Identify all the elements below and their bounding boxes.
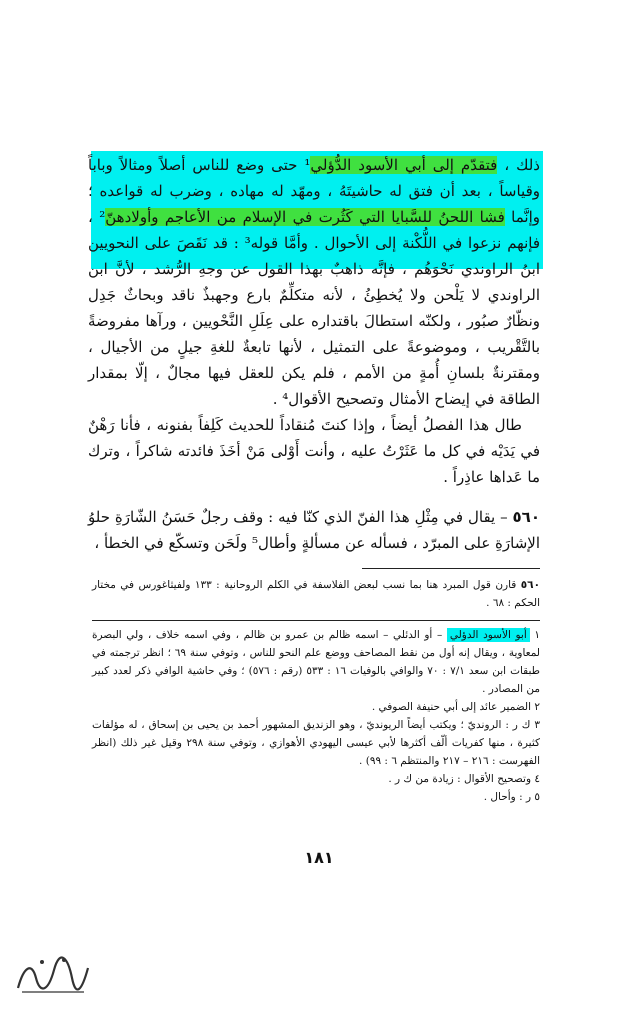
footnote-560-number: ٥٦٠ <box>520 579 540 591</box>
paragraph-2: طال هذا الفصلُ أيضاً ، وإذا كنتَ مُنقاداً للحديث كَلِفاً بفنونه ، فأنا رَهْنٌ في يَدَيْه في كل ما عَثَرْتُ عليه ، وأنت أَوْلى مَنْ أخَذَ فائدته شاكراً ، وترك ما عَداها عاذِراً . <box>88 416 540 486</box>
para-mid-2: ² ، فإنهم نزعوا في اللُّكْنة إلى الأحوال . وأمَّا قوله³ : قد نَقَصَ على النحويين ابنُ الراوندي <box>88 208 541 278</box>
footnote-5-text: ر : وأحال . <box>483 791 532 803</box>
page-number: ١٨١ <box>304 848 334 867</box>
para-rest: نَحْوَهُم ، فإنَّه ذاهبٌ بهذا القول عن وجهِ الرُّشد ، لأنَّ ابن الراوندي لا يَلْحن ولا يُخطِئُ ، لأنه متكلِّمٌ بارع وجهبذٌ ناقد وبحاثٌ جَدِل ونظّارٌ صبُور ، ولكنّه استطالَ باقتداره على عِلَلِ النَّحْويين ، ورآها مفروضةً بالتَّقْريب ، وموضوعةً على التمثيل ، لأنها تابعةٌ للغةِ جيلٍ من الأجيال ، ومقترنةٌ بلسانِ أُمةٍ من الأمم ، فلم يكن للعقل فيها مجالٌ ، إلّا بمقدار الطاقة في إيضاح الأمثال وتصحيح الأقوال⁴ . <box>88 260 540 408</box>
green-highlight-2: فشا اللحنُ للسَّبايا التي كَثُرت في الإسلام من الأعاجم وأولادهنّ <box>105 208 505 226</box>
footnote-5 <box>92 788 540 806</box>
footnote-5-number: ٥ <box>534 791 540 803</box>
footnote-560-text: قارن قول المبرد هنا بما نسب لبعض الفلاسفة في الكلم الروحانية : ١٣٣ ولفيثاغورس في مختار الحكم : ٦٨ . <box>92 579 540 609</box>
footnote-560 <box>92 576 540 612</box>
footnote-4-number: ٤ <box>534 773 540 785</box>
footnotes-list <box>92 626 540 806</box>
footnote-1-highlight: أبو الأسود الدؤلي <box>447 628 530 642</box>
green-highlight-1: فتقدّم إلى أبي الأسود الدُّؤلي <box>310 156 498 174</box>
para-mid-1: ¹ حتى وضع للناس أصلاً ومثالاً وباباً وقياساً ، بعد أن فتق له حاشيتَهُ ، ومهّد له مهاده ، وضرب له قواعده ؛ وإنَّما <box>88 156 540 226</box>
footnote-1-text: – أو الدئلي – اسمه ظالم بن عمرو بن ظالم ، وفي اسمه خلاف ، ولي البصرة لمعاوية ، ويقال إنه أول من نقط المصاحف ووضع علم النحو للناس ، وتوفي سنة ٦٩ ؛ انظر ترجمته في طبقات ابن سعد ٧/١ : ٧٠ والوافي بالوفيات ١٦ : ٥٣٣ (رقم : ٥٧٦) ؛ وفي حاشية الوافي ذكر لعدد كبير من المصادر . <box>92 629 540 695</box>
footnote-3-text: ك ر : الرونديّ ؛ ويكتب أيضاً الريونديّ ، وهو الزنديق المشهور أحمد بن يحيى بن إسحاق ، له مؤلفات كثيرة ، منها كفريات ألّف أكثرها لأبي عيسى اليهودي الأهوازي ، وتوفي سنة ٢٩٨ وقيل غير ذلك (انظر الفهرست : ٢١٦ – ٢١٧ والمنتظم ٦ : ٩٩) . <box>92 719 540 767</box>
footnote-2-number: ٢ <box>534 701 540 713</box>
logo-icon <box>12 948 92 998</box>
footnote-separator-2 <box>92 620 540 621</box>
para-intro: ذلك ، <box>504 156 540 174</box>
section-560 <box>88 504 540 556</box>
main-text <box>88 152 540 490</box>
footnote-1 <box>92 626 540 698</box>
footnote-1-number: ١ <box>534 629 540 641</box>
footnote-3 <box>92 716 540 770</box>
section-number: ٥٦٠ <box>512 508 540 526</box>
section-text: – يقال في مِثْلِ هذا الفنّ الذي كنّا فيه : وقف رجلٌ حَسَنُ الشّارَةِ حلوُ الإشارَةِ على المبرّد ، فسأله عن مسألةٍ وأطال⁵ ولَحَن وتسكّع في الخطأ ، <box>88 508 540 552</box>
footnote-separator-1 <box>362 568 540 569</box>
footnote-4 <box>92 770 540 788</box>
footnote-2-text: الضمير عائد إلى أبي حنيفة الصوفي . <box>371 701 532 713</box>
paragraph-1 <box>88 152 540 412</box>
footnote-2 <box>92 698 540 716</box>
footnote-4-text: وتصحيح الأقوال : زيادة من ك ر . <box>388 773 532 785</box>
section-paragraph <box>88 504 540 556</box>
footnote-3-number: ٣ <box>534 719 540 731</box>
